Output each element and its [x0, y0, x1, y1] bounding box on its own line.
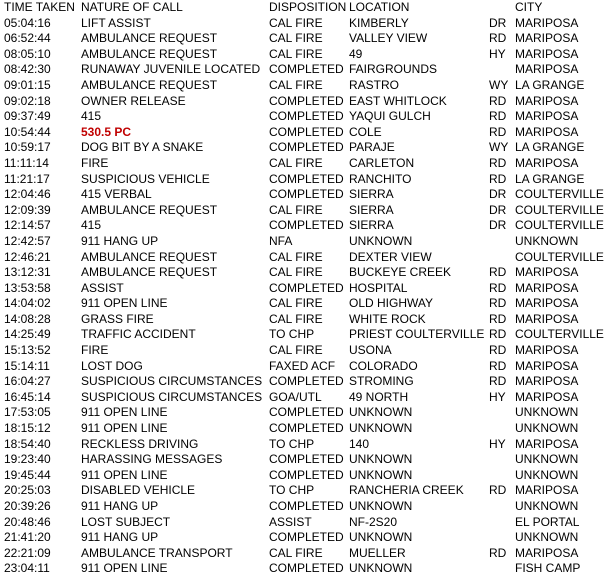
- disposition-cell: COMPLETED: [269, 405, 344, 420]
- location-cell: UNKNOWN: [349, 233, 413, 248]
- disposition-cell: COMPLETED: [269, 171, 344, 186]
- time-cell: 08:05:10: [4, 46, 51, 61]
- location-cell: MUELLER: [349, 545, 406, 560]
- city-cell: UNKNOWN: [515, 530, 579, 545]
- time-cell: 19:45:44: [4, 467, 51, 482]
- time-cell: 05:04:16: [4, 15, 51, 30]
- nature-cell: AMBULANCE REQUEST: [81, 77, 218, 92]
- time-cell: 11:21:17: [4, 171, 50, 186]
- street-suffix-cell: DR: [489, 202, 507, 217]
- location-cell: RASTRO: [349, 77, 400, 92]
- location-cell: FAIRGROUNDS: [349, 62, 438, 77]
- table-row: [0, 78, 614, 94]
- table-row: [0, 343, 614, 359]
- nature-cell: DOG BIT BY A SNAKE: [81, 140, 204, 155]
- location-cell: YAQUI GULCH: [349, 109, 431, 124]
- city-cell: LA GRANGE: [515, 77, 585, 92]
- city-cell: MARIPOSA: [515, 93, 579, 108]
- table-row: [0, 546, 614, 562]
- location-cell: UNKNOWN: [349, 467, 413, 482]
- disposition-cell: COMPLETED: [269, 561, 344, 576]
- street-suffix-cell: RD: [489, 31, 507, 46]
- city-cell: LA GRANGE: [515, 171, 585, 186]
- street-suffix-cell: RD: [489, 124, 507, 139]
- time-cell: 13:12:31: [4, 265, 51, 280]
- location-cell: RANCHITO: [349, 171, 412, 186]
- time-cell: 16:45:14: [4, 389, 51, 404]
- table-row: [0, 468, 614, 484]
- city-cell: UNKNOWN: [515, 405, 579, 420]
- time-cell: 11:11:14: [4, 155, 49, 170]
- header-nature-of-call: NATURE OF CALL: [81, 0, 183, 14]
- city-cell: UNKNOWN: [515, 233, 579, 248]
- time-cell: 10:59:17: [4, 140, 51, 155]
- table-row: [0, 390, 614, 406]
- time-cell: 09:02:18: [4, 93, 51, 108]
- time-cell: 15:14:11: [4, 358, 50, 373]
- location-cell: SIERRA: [349, 218, 394, 233]
- nature-cell: ASSIST: [81, 280, 124, 295]
- table-header-row: [0, 0, 614, 16]
- time-cell: 14:25:49: [4, 327, 51, 342]
- street-suffix-cell: RD: [489, 109, 507, 124]
- city-cell: MARIPOSA: [515, 389, 579, 404]
- location-cell: STROMING: [349, 374, 414, 389]
- nature-cell: 415 VERBAL: [81, 187, 152, 202]
- street-suffix-cell: RD: [489, 296, 507, 311]
- city-cell: MARIPOSA: [515, 483, 579, 498]
- nature-cell: AMBULANCE REQUEST: [81, 46, 218, 61]
- city-cell: UNKNOWN: [515, 452, 579, 467]
- street-suffix-cell: RD: [489, 155, 507, 170]
- table-row: [0, 374, 614, 390]
- city-cell: MARIPOSA: [515, 545, 579, 560]
- disposition-cell: COMPLETED: [269, 374, 344, 389]
- location-cell: CARLETON: [349, 155, 415, 170]
- table-row: [0, 421, 614, 437]
- time-cell: 13:53:58: [4, 280, 51, 295]
- city-cell: MARIPOSA: [515, 280, 579, 295]
- disposition-cell: FAXED ACF: [269, 358, 336, 373]
- nature-cell: GRASS FIRE: [81, 311, 154, 326]
- time-cell: 15:13:52: [4, 343, 51, 358]
- time-cell: 16:04:27: [4, 374, 51, 389]
- table-row: [0, 405, 614, 421]
- nature-cell: AMBULANCE REQUEST: [81, 31, 218, 46]
- time-cell: 20:39:26: [4, 499, 51, 513]
- nature-cell: HARASSING MESSAGES: [81, 452, 223, 467]
- table-row: [0, 172, 614, 188]
- location-cell: VALLEY VIEW: [349, 31, 428, 46]
- nature-cell: FIRE: [81, 343, 109, 358]
- time-cell: 21:41:20: [4, 530, 51, 545]
- time-cell: 06:52:44: [4, 31, 51, 46]
- location-cell: COLE: [349, 124, 382, 139]
- nature-cell: SUSPICIOUS VEHICLE: [81, 171, 210, 186]
- header-city: CITY: [515, 0, 543, 14]
- disposition-cell: CAL FIRE: [269, 31, 323, 46]
- city-cell: MARIPOSA: [515, 374, 579, 389]
- street-suffix-cell: RD: [489, 327, 507, 342]
- location-cell: HOSPITAL: [349, 280, 408, 295]
- disposition-cell: CAL FIRE: [269, 155, 323, 170]
- nature-cell: AMBULANCE REQUEST: [81, 202, 218, 217]
- time-cell: 12:46:21: [4, 249, 51, 264]
- call-log-table-body: [0, 16, 614, 577]
- nature-cell: LOST DOG: [81, 358, 143, 373]
- nature-cell: LOST SUBJECT: [81, 514, 171, 529]
- header-location: LOCATION: [349, 0, 410, 14]
- nature-cell: 415: [81, 218, 102, 233]
- street-suffix-cell: HY: [489, 436, 506, 451]
- location-cell: KIMBERLY: [349, 15, 409, 30]
- time-cell: 20:48:46: [4, 514, 51, 529]
- time-cell: 12:14:57: [4, 218, 51, 233]
- street-suffix-cell: RD: [489, 358, 507, 373]
- location-cell: UNKNOWN: [349, 452, 413, 467]
- city-cell: FISH CAMP: [515, 561, 581, 576]
- nature-cell: 911 OPEN LINE: [81, 296, 168, 311]
- time-cell: 19:23:40: [4, 452, 51, 467]
- city-cell: MARIPOSA: [515, 15, 579, 30]
- disposition-cell: CAL FIRE: [269, 296, 323, 311]
- street-suffix-cell: RD: [489, 93, 507, 108]
- time-cell: 14:04:02: [4, 296, 51, 311]
- nature-cell: TRAFFIC ACCIDENT: [81, 327, 196, 342]
- disposition-cell: NFA: [269, 233, 293, 248]
- location-cell: UNKNOWN: [349, 499, 413, 513]
- disposition-cell: CAL FIRE: [269, 77, 323, 92]
- location-cell: UNKNOWN: [349, 530, 413, 545]
- disposition-cell: CAL FIRE: [269, 311, 323, 326]
- city-cell: MARIPOSA: [515, 358, 579, 373]
- table-row: [0, 561, 614, 577]
- nature-cell: 530.5 PC: [81, 124, 132, 139]
- street-suffix-cell: RD: [489, 265, 507, 280]
- city-cell: UNKNOWN: [515, 421, 579, 436]
- nature-cell: SUSPICIOUS CIRCUMSTANCES: [81, 374, 263, 389]
- disposition-cell: COMPLETED: [269, 530, 344, 545]
- city-cell: MARIPOSA: [515, 265, 579, 280]
- nature-cell: 911 OPEN LINE: [81, 561, 168, 576]
- street-suffix-cell: RD: [489, 483, 507, 498]
- table-row: [0, 140, 614, 156]
- location-cell: BUCKEYE CREEK: [349, 265, 452, 280]
- city-cell: COULTERVILLE: [515, 202, 604, 217]
- location-cell: UNKNOWN: [349, 405, 413, 420]
- location-cell: SIERRA: [349, 187, 394, 202]
- time-cell: 14:08:28: [4, 311, 51, 326]
- street-suffix-cell: RD: [489, 280, 507, 295]
- location-cell: OLD HIGHWAY: [349, 296, 434, 311]
- location-cell: 49: [349, 46, 363, 61]
- table-row: [0, 327, 614, 343]
- table-row: [0, 515, 614, 531]
- city-cell: UNKNOWN: [515, 467, 579, 482]
- disposition-cell: COMPLETED: [269, 187, 344, 202]
- nature-cell: 911 OPEN LINE: [81, 467, 168, 482]
- time-cell: 22:21:09: [4, 545, 51, 560]
- nature-cell: 911 HANG UP: [81, 233, 159, 248]
- location-cell: DEXTER VIEW: [349, 249, 432, 264]
- header-disposition: DISPOSITION: [269, 0, 347, 14]
- time-cell: 12:42:57: [4, 233, 51, 248]
- table-row: [0, 437, 614, 453]
- disposition-cell: COMPLETED: [269, 421, 344, 436]
- time-cell: 20:25:03: [4, 483, 51, 498]
- disposition-cell: COMPLETED: [269, 140, 344, 155]
- disposition-cell: CAL FIRE: [269, 545, 323, 560]
- disposition-cell: ASSIST: [269, 514, 312, 529]
- nature-cell: RECKLESS DRIVING: [81, 436, 199, 451]
- nature-cell: AMBULANCE TRANSPORT: [81, 545, 233, 560]
- street-suffix-cell: RD: [489, 545, 507, 560]
- time-cell: 23:04:11: [4, 561, 50, 576]
- table-row: [0, 296, 614, 312]
- disposition-cell: CAL FIRE: [269, 46, 323, 61]
- city-cell: UNKNOWN: [515, 499, 579, 513]
- table-row: [0, 31, 614, 47]
- location-cell: COLORADO: [349, 358, 418, 373]
- table-row: [0, 281, 614, 297]
- time-cell: 18:54:40: [4, 436, 51, 451]
- table-row: [0, 452, 614, 468]
- city-cell: LA GRANGE: [515, 140, 585, 155]
- location-cell: EAST WHITLOCK: [349, 93, 447, 108]
- city-cell: MARIPOSA: [515, 109, 579, 124]
- table-row: [0, 530, 614, 546]
- disposition-cell: GOA/UTL: [269, 389, 322, 404]
- street-suffix-cell: RD: [489, 374, 507, 389]
- table-row: [0, 483, 614, 499]
- city-cell: EL PORTAL: [515, 514, 580, 529]
- street-suffix-cell: DR: [489, 218, 507, 233]
- disposition-cell: COMPLETED: [269, 62, 344, 77]
- table-row: [0, 47, 614, 63]
- city-cell: MARIPOSA: [515, 311, 579, 326]
- nature-cell: SUSPICIOUS CIRCUMSTANCES: [81, 389, 263, 404]
- table-row: [0, 109, 614, 125]
- city-cell: MARIPOSA: [515, 296, 579, 311]
- time-cell: 17:53:05: [4, 405, 51, 420]
- table-row: [0, 156, 614, 172]
- nature-cell: 911 OPEN LINE: [81, 405, 168, 420]
- table-row: [0, 62, 614, 78]
- location-cell: PRIEST COULTERVILLE: [349, 327, 485, 342]
- street-suffix-cell: WY: [489, 140, 509, 155]
- disposition-cell: CAL FIRE: [269, 249, 323, 264]
- city-cell: MARIPOSA: [515, 124, 579, 139]
- city-cell: MARIPOSA: [515, 343, 579, 358]
- nature-cell: 911 HANG UP: [81, 530, 159, 545]
- table-row: [0, 203, 614, 219]
- disposition-cell: COMPLETED: [269, 499, 344, 513]
- street-suffix-cell: DR: [489, 187, 507, 202]
- table-row: [0, 16, 614, 32]
- location-cell: SIERRA: [349, 202, 394, 217]
- city-cell: COULTERVILLE: [515, 187, 604, 202]
- nature-cell: 415: [81, 109, 102, 124]
- time-cell: 09:37:49: [4, 109, 51, 124]
- city-cell: MARIPOSA: [515, 155, 579, 170]
- city-cell: COULTERVILLE: [515, 218, 604, 233]
- disposition-cell: COMPLETED: [269, 452, 344, 467]
- street-suffix-cell: HY: [489, 389, 506, 404]
- location-cell: 140: [349, 436, 370, 451]
- location-cell: UNKNOWN: [349, 561, 413, 576]
- disposition-cell: CAL FIRE: [269, 265, 323, 280]
- nature-cell: FIRE: [81, 155, 109, 170]
- street-suffix-cell: HY: [489, 46, 506, 61]
- time-cell: 12:04:46: [4, 187, 51, 202]
- disposition-cell: TO CHP: [269, 327, 315, 342]
- nature-cell: AMBULANCE REQUEST: [81, 265, 218, 280]
- street-suffix-cell: RD: [489, 311, 507, 326]
- disposition-cell: CAL FIRE: [269, 343, 323, 358]
- location-cell: 49 NORTH: [349, 389, 409, 404]
- city-cell: MARIPOSA: [515, 31, 579, 46]
- table-row: [0, 234, 614, 250]
- location-cell: UNKNOWN: [349, 421, 413, 436]
- street-suffix-cell: RD: [489, 171, 507, 186]
- nature-cell: LIFT ASSIST: [81, 15, 151, 30]
- disposition-cell: TO CHP: [269, 436, 315, 451]
- city-cell: MARIPOSA: [515, 62, 579, 77]
- nature-cell: 911 HANG UP: [81, 499, 159, 513]
- city-cell: MARIPOSA: [515, 436, 579, 451]
- location-cell: NF-2S20: [349, 514, 398, 529]
- street-suffix-cell: WY: [489, 77, 509, 92]
- table-row: [0, 218, 614, 234]
- disposition-cell: CAL FIRE: [269, 15, 323, 30]
- nature-cell: AMBULANCE REQUEST: [81, 249, 218, 264]
- time-cell: 10:54:44: [4, 124, 51, 139]
- table-row: [0, 250, 614, 266]
- table-row: [0, 359, 614, 375]
- disposition-cell: COMPLETED: [269, 109, 344, 124]
- street-suffix-cell: DR: [489, 15, 507, 30]
- nature-cell: 911 OPEN LINE: [81, 421, 168, 436]
- table-row: [0, 125, 614, 141]
- city-cell: MARIPOSA: [515, 46, 579, 61]
- time-cell: 12:09:39: [4, 202, 51, 217]
- location-cell: PARAJE: [349, 140, 395, 155]
- location-cell: WHITE ROCK: [349, 311, 426, 326]
- nature-cell: RUNAWAY JUVENILE LOCATED: [81, 62, 261, 77]
- time-cell: 09:01:15: [4, 77, 51, 92]
- table-row: [0, 265, 614, 281]
- disposition-cell: TO CHP: [269, 483, 315, 498]
- disposition-cell: COMPLETED: [269, 467, 344, 482]
- time-cell: 18:15:12: [4, 421, 51, 436]
- disposition-cell: CAL FIRE: [269, 202, 323, 217]
- header-time-taken: TIME TAKEN: [4, 0, 75, 14]
- time-cell: 08:42:30: [4, 62, 51, 77]
- table-row: [0, 94, 614, 110]
- city-cell: COULTERVILLE: [515, 327, 604, 342]
- disposition-cell: COMPLETED: [269, 280, 344, 295]
- table-row: [0, 499, 614, 515]
- street-suffix-cell: RD: [489, 343, 507, 358]
- table-row: [0, 187, 614, 203]
- nature-cell: OWNER RELEASE: [81, 93, 186, 108]
- location-cell: USONA: [349, 343, 392, 358]
- city-cell: COULTERVILLE: [515, 249, 604, 264]
- disposition-cell: COMPLETED: [269, 93, 344, 108]
- table-row: [0, 312, 614, 328]
- location-cell: RANCHERIA CREEK: [349, 483, 464, 498]
- nature-cell: DISABLED VEHICLE: [81, 483, 196, 498]
- disposition-cell: COMPLETED: [269, 218, 344, 233]
- disposition-cell: COMPLETED: [269, 124, 344, 139]
